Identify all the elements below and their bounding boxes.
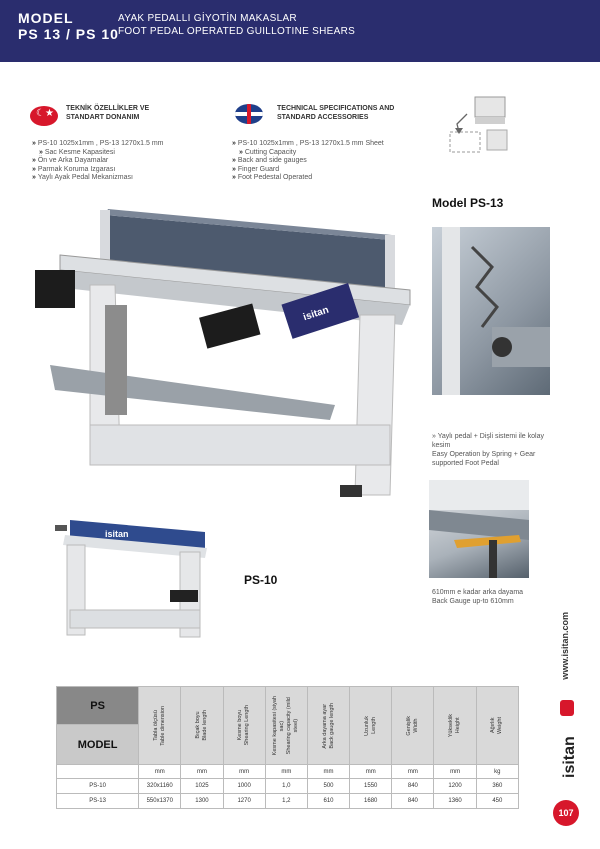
specs-en-item: » PS-10 1025x1mm , PS-13 1270x1.5 mm Sheet [232,140,384,149]
table-model-cell: MODEL [57,725,139,765]
table-header-cell: Yükseklik Height [434,687,476,765]
table-unit-row [57,765,519,779]
table-row [57,794,519,809]
website-url: www.isitan.com [560,612,570,680]
table-header-cell: Kesme boyu Shearing Length [223,687,265,765]
table-cell: 1,0 [265,779,307,794]
table-cell: 1000 [223,779,265,794]
table-cell: 1680 [350,794,392,809]
gauge-caption: 610mm e kadar arka dayama Back Gauge up-to 610mm [432,589,524,605]
specs-en-item: » Back and side gauges [232,157,384,166]
table-ps-cell: PS [57,687,139,725]
table-cell: mm [434,765,476,779]
back-gauge-photo [429,480,529,578]
table-cell [57,765,139,779]
table-cell: 360 [476,779,518,794]
header-model-codes: PS 13 / PS 10 [18,26,119,42]
table-cell: 840 [392,794,434,809]
table-cell: mm [307,765,349,779]
isitan-logo-icon [552,700,582,780]
table-row [57,779,519,794]
table-cell: 1200 [434,779,476,794]
specs-tr-item: » Yaylı Ayak Pedal Mekanizması [32,174,164,183]
sheet-cut-icon [445,92,515,162]
table-header-cell: Bıçak boyu Blade length [181,687,223,765]
table-header-cell: Arka dayama ayar Back gauge length [307,687,349,765]
specs-tr-item: » Sac Kesme Kapasitesi [32,149,164,158]
table-header-cell: Uzunluk Length [350,687,392,765]
specs-en-item: » Finger Guard [232,166,384,175]
table-cell: mm [139,765,181,779]
table-cell: kg [476,765,518,779]
specification-table [56,686,519,809]
table-cell: 1,2 [265,794,307,809]
table-cell: mm [181,765,223,779]
svg-text:isitan: isitan [105,529,129,539]
table-cell: 1360 [434,794,476,809]
table-cell: 1300 [181,794,223,809]
ps10-machine-photo [55,490,215,640]
specs-en-item: » Cutting Capacity [232,149,384,158]
table-cell: 320x1160 [139,779,181,794]
model-ps13-label: Model PS-13 [432,196,504,210]
header-model-word: MODEL [18,10,74,26]
svg-text:isitan: isitan [301,304,331,324]
table-cell: 500 [307,779,349,794]
table-header-cell: Ağırlık Weight [476,687,518,765]
table-header-cell: Genişlik Width [392,687,434,765]
table-cell: 550x1370 [139,794,181,809]
svg-text:isitan: isitan [561,736,578,778]
table-cell: PS-13 [57,794,139,809]
turkish-flag-icon [30,106,58,126]
table-cell: mm [223,765,265,779]
ps10-label: PS-10 [244,573,278,587]
table-cell: mm [265,765,307,779]
specs-tr-item: » PS-10 1025x1mm , PS-13 1270x1.5 mm [32,140,164,149]
table-cell: mm [350,765,392,779]
specs-en-item: » Foot Pedestal Operated [232,174,384,183]
foot-pedal-spring-photo [432,227,550,395]
table-cell: 610 [307,794,349,809]
table-cell: PS-10 [57,779,139,794]
page-number: 107 [553,800,579,826]
specs-en-title: TECHNICAL SPECIFICATIONS AND STANDARD ACCESSORIES [277,105,395,121]
specs-tr-list [32,140,164,183]
table-cell: 1025 [181,779,223,794]
table-cell: 1550 [350,779,392,794]
header-banner [0,0,600,62]
specs-tr-item: » Ön ve Arka Dayamalar [32,157,164,166]
table-header-cell: Kesme kapasitesi (siyah sac) Shearing capacity (mild steel) [265,687,307,765]
table-cell: 1270 [223,794,265,809]
table-cell: 450 [476,794,518,809]
uk-flag-icon [235,104,263,124]
spring-caption: » Yaylı pedal + Dişli sistemi ile kolay kesim Easy Operation by Spring + Gear supported Foot Pedal [432,433,544,467]
table-cell: 840 [392,779,434,794]
ps13-machine-photo [30,195,425,510]
header-title-en: FOOT PEDAL OPERATED GUILLOTINE SHEARS [118,26,356,37]
specs-en-list [232,140,384,183]
specs-tr-item: » Parmak Koruma Izgarası [32,166,164,175]
table-cell: mm [392,765,434,779]
specs-tr-title: TEKNİK ÖZELLİKLER VE STANDART DONANIM [66,105,150,121]
table-header-cell: Tabla ölçüsü Table dimension [139,687,181,765]
header-title-tr: AYAK PEDALLI GİYOTİN MAKASLAR [118,13,297,24]
